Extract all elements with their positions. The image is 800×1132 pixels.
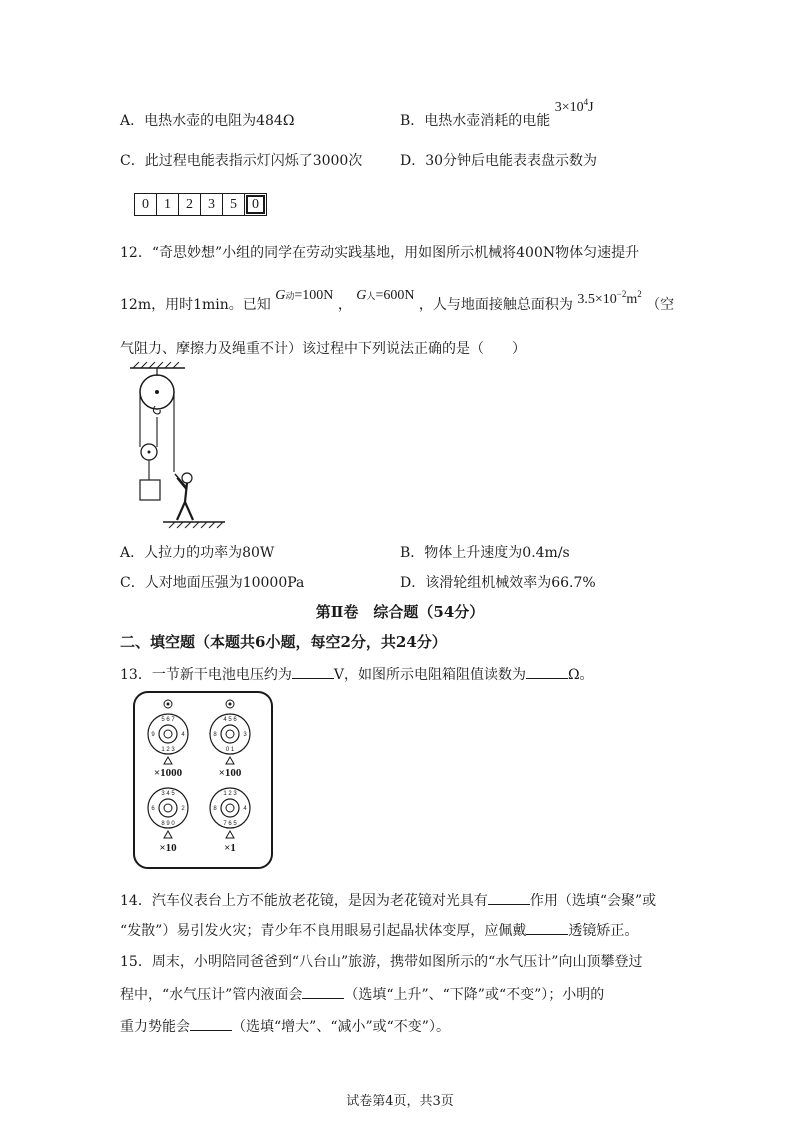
resistance-box-figure xyxy=(132,690,274,870)
svg-text:8 9 0: 8 9 0 xyxy=(161,821,175,827)
area-exp: −2 xyxy=(616,289,627,299)
svg-text:3 4 5: 3 4 5 xyxy=(161,791,175,797)
q12-line-3: 气阻力、摩擦力及绳重不计）该过程中下列说法正确的是（ ） xyxy=(120,341,526,357)
q13-text xyxy=(120,664,594,684)
meter-digit: 0 xyxy=(135,194,157,215)
q12-line-2 xyxy=(120,288,675,314)
svg-text:2: 2 xyxy=(181,806,185,812)
meter-digit: 5 xyxy=(223,194,245,215)
q15-line-1: 15．周末，小明陪同爸爸到“八台山”旅游，携带如图所示的“水气压计”向山顶攀登过 xyxy=(120,954,643,970)
answer-blank[interactable] xyxy=(302,986,344,999)
answer-blank[interactable] xyxy=(488,892,530,905)
g-value: =600N xyxy=(375,288,415,303)
svg-text:0 1: 0 1 xyxy=(225,747,235,753)
q13-text-a: 13．一节新干电池电压约为 xyxy=(120,667,292,683)
q15-line-2-a: 程中，“水气压计”管内液面会 xyxy=(120,987,303,1003)
q14-line-2 xyxy=(120,920,638,940)
svg-text:9: 9 xyxy=(151,732,155,738)
answer-blank[interactable] xyxy=(292,666,334,679)
answer-blank[interactable] xyxy=(190,1018,232,1031)
svg-text:3: 3 xyxy=(243,732,247,738)
q15-line-2 xyxy=(120,984,604,1004)
q12-option-b: B．物体上升速度为0.4m/s xyxy=(400,545,570,561)
g-subscript: 人 xyxy=(366,291,376,301)
q12-area xyxy=(577,289,642,307)
svg-text:7 6 5: 7 6 5 xyxy=(223,821,237,827)
energy-meter-reading xyxy=(134,193,267,216)
answer-blank[interactable] xyxy=(526,666,568,679)
svg-text:4: 4 xyxy=(243,806,247,812)
meter-digit-decimal: 0 xyxy=(246,195,265,214)
q15-line-2-b: （选填“上升”、“下降”或“不变”）；小明的 xyxy=(344,987,605,1003)
q12-option-d: D．该滑轮组机械效率为66.7% xyxy=(400,575,596,591)
g-value: =100N xyxy=(294,288,334,303)
svg-text:4: 4 xyxy=(181,732,185,738)
dial-label-1: ×1 xyxy=(224,842,236,854)
g-symbol: G xyxy=(275,288,286,303)
q12-g-person xyxy=(356,288,414,303)
area-unit-exp: 2 xyxy=(637,289,642,299)
q11-option-a: A．电热水壶的电阻为484Ω xyxy=(120,113,295,129)
area-unit: m xyxy=(626,292,638,307)
dial-label-1000: ×1000 xyxy=(153,767,183,779)
part-2-title: 二、填空题（本题共6小题，每空2分，共24分） xyxy=(120,633,447,651)
q11-option-b-text: B．电热水壶消耗的电能 xyxy=(400,113,551,129)
svg-text:1 2 3: 1 2 3 xyxy=(223,791,237,797)
q13-text-b: V，如图所示电阻箱阻值读数为 xyxy=(333,667,526,683)
page-footer: 试卷第4页，共3页 xyxy=(346,1094,454,1109)
q11-option-d: D．30分钟后电能表表盘示数为 xyxy=(400,153,598,169)
svg-text:1 2 3: 1 2 3 xyxy=(161,747,175,753)
q15-line-3-b: （选填“增大”、“减小”或“不变”）。 xyxy=(232,1019,450,1035)
q15-line-3-a: 重力势能会 xyxy=(120,1019,190,1035)
q13-text-c: Ω。 xyxy=(567,667,594,683)
q14-line-1-a: 14．汽车仪表台上方不能放老花镜，是因为老花镜对光具有 xyxy=(120,893,488,909)
q15-line-3 xyxy=(120,1016,450,1036)
q11-option-b-energy xyxy=(554,97,594,115)
q14-line-1 xyxy=(120,890,656,910)
q12-line-2-mid: ，人与地面接触总面积为 xyxy=(418,297,573,313)
pulley-system-figure xyxy=(125,362,230,534)
q12-line-2-start: 12m，用时1min。已知 xyxy=(120,297,271,313)
area-base: 3.5×10 xyxy=(577,292,617,307)
q12-option-c: C．人对地面压强为10000Pa xyxy=(120,575,305,591)
g-subscript: 动 xyxy=(285,291,295,301)
meter-digit: 2 xyxy=(179,194,201,215)
svg-text:8: 8 xyxy=(213,806,217,812)
q12-line-2-end: （空 xyxy=(646,297,675,313)
q14-line-1-b: 作用（选填“会聚”或 xyxy=(529,893,657,909)
comma: ， xyxy=(337,297,352,313)
q12-g-move xyxy=(275,288,333,303)
answer-blank[interactable] xyxy=(526,922,568,935)
svg-text:4 5 6: 4 5 6 xyxy=(223,717,237,723)
q11-energy-base: 3×10 xyxy=(554,100,584,115)
svg-text:6: 6 xyxy=(151,806,155,812)
dial-label-10: ×10 xyxy=(159,842,177,854)
dial-label-100: ×100 xyxy=(218,767,242,779)
q11-energy-unit: J xyxy=(588,100,594,115)
svg-text:5 6 7: 5 6 7 xyxy=(161,717,175,723)
q11-option-c: C．此过程电能表指示灯闪烁了3000次 xyxy=(120,153,363,169)
meter-digit: 3 xyxy=(201,194,223,215)
q14-line-2-a: “发散”）易引发火灾；青少年不良用眼易引起晶状体变厚，应佩戴 xyxy=(120,923,527,939)
meter-digit: 1 xyxy=(157,194,179,215)
q12-option-a: A．人拉力的功率为80W xyxy=(120,545,275,561)
svg-text:8: 8 xyxy=(213,732,217,738)
section-2-title: 第Ⅱ卷 综合题（54分） xyxy=(315,603,485,621)
q11-energy-exp: 4 xyxy=(583,97,589,107)
q12-line-1: 12．“奇思妙想”小组的同学在劳动实践基地，用如图所示机械将400N物体匀速提升 xyxy=(120,245,640,261)
q14-line-2-b: 透镜矫正。 xyxy=(568,923,639,939)
g-symbol: G xyxy=(356,288,367,303)
